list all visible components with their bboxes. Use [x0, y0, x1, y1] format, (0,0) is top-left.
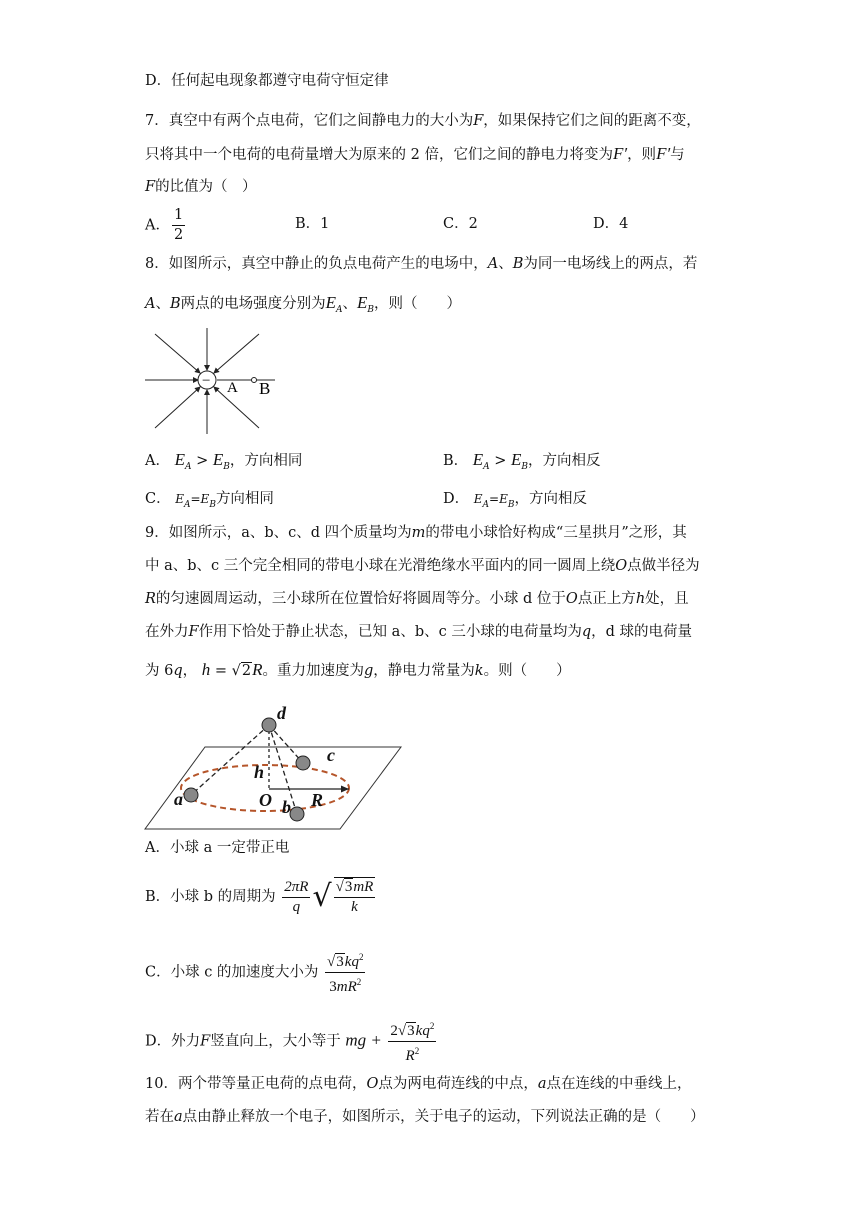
q8-option-b: B． $E_A > E_B$，方向相反	[443, 450, 601, 472]
q9-stem-line4: 在外力F作用下恰处于静止状态，已知 a、b、c 三小球的电荷量均为q，d 球的电荷量	[145, 624, 693, 640]
q9-stem-line1: 9．如图所示，a、b、c、d 四个质量均为m的带电小球恰好构成“三星拱月”之形，其	[145, 525, 687, 541]
ball-d	[262, 718, 276, 732]
q9-option-c: C．小球 c 的加速度大小为 $\frac{√3kq^2}{3mR^2}$	[145, 948, 367, 997]
q7-option-a: A． $\frac{1}{2}$	[145, 207, 184, 243]
label-d: d	[277, 703, 286, 723]
q9-option-a: A．小球 a 一定带正电	[145, 840, 290, 856]
q6-option-d: D．任何起电现象都遵守电荷守恒定律	[145, 73, 389, 89]
q9-stem-line3: R的匀速圆周运动，三小球所在位置恰好将圆周等分。小球 d 位于O点正上方h处，且	[145, 591, 689, 607]
label-b: B	[259, 379, 271, 398]
q7-stem-line1: 7．真空中有两个点电荷，它们之间静电力的大小为F，如果保持它们之间的距离不变，	[145, 113, 701, 129]
label-a: a	[174, 789, 183, 809]
q8-option-d: D． $E_A=E_B$，方向相反	[443, 491, 587, 510]
label-c: c	[327, 745, 335, 765]
q9-stem-line5: 为 6q， h = √2R。重力加速度为g，静电力常量为k。则（ ）	[145, 660, 571, 679]
q8-field-figure	[143, 326, 283, 438]
q7-option-d: D．4	[593, 216, 629, 232]
label-a: A	[227, 380, 238, 396]
d-to-c	[269, 725, 303, 763]
q9-three-stars-figure	[143, 700, 403, 832]
q9-option-b: B．小球 b 的周期为 $\frac{2\pi R}{q}$ √ $\frac{√3mR}{k}$	[145, 878, 374, 915]
label-b: b	[282, 797, 291, 817]
q10-stem-line2: 若在a点由静止释放一个电子，如图所示，关于电子的运动，下列说法正确的是（ ）	[145, 1109, 705, 1125]
q10-stem-line1: 10．两个带等量正电荷的点电荷，O点为两电荷连线的中点，a点在连线的中垂线上，	[145, 1076, 692, 1092]
q8-stem-line2: A、B两点的电场强度分别为$E_A$、$E_B$，则（ ）	[145, 293, 462, 315]
ball-a	[184, 788, 198, 802]
q7-stem-line3: F的比值为（ ）	[145, 179, 257, 195]
label-h: h	[254, 762, 265, 782]
d-to-a	[191, 725, 269, 795]
q7-stem-line2: 只将其中一个电荷的电荷量增大为原来的 2 倍，它们之间的静电力将变为F′，则F′与	[145, 144, 685, 163]
ball-b	[290, 807, 304, 821]
ball-c	[296, 756, 310, 770]
q9-option-d: D．外力F竖直向上，大小等于 mg + $\frac{2√3kq^2}{R^2}$	[145, 1017, 438, 1066]
point-b-dot	[252, 378, 257, 383]
negative-sign: −	[202, 373, 211, 389]
q8-option-a: A． $E_A > E_B$，方向相同	[145, 450, 303, 472]
label-r: R	[311, 790, 324, 810]
field-line-nw	[155, 334, 200, 373]
q8-stem-line1: 8．如图所示，真空中静止的负点电荷产生的电场中，A、B为同一电场线上的两点，若	[145, 256, 698, 272]
q8-option-c: C． $E_A=E_B$方向相同	[145, 491, 274, 510]
field-line-sw	[155, 387, 200, 428]
q9-stem-line2: 中 a、b、c 三个完全相同的带电小球在光滑绝缘水平面内的同一圆周上绕O点做半径为	[145, 558, 700, 574]
label-o: O	[259, 790, 272, 810]
q7-option-c: C．2	[443, 216, 478, 232]
horizontal-plane	[145, 747, 401, 829]
q7-option-b: B．1	[295, 216, 330, 232]
field-line-ne	[214, 334, 259, 373]
